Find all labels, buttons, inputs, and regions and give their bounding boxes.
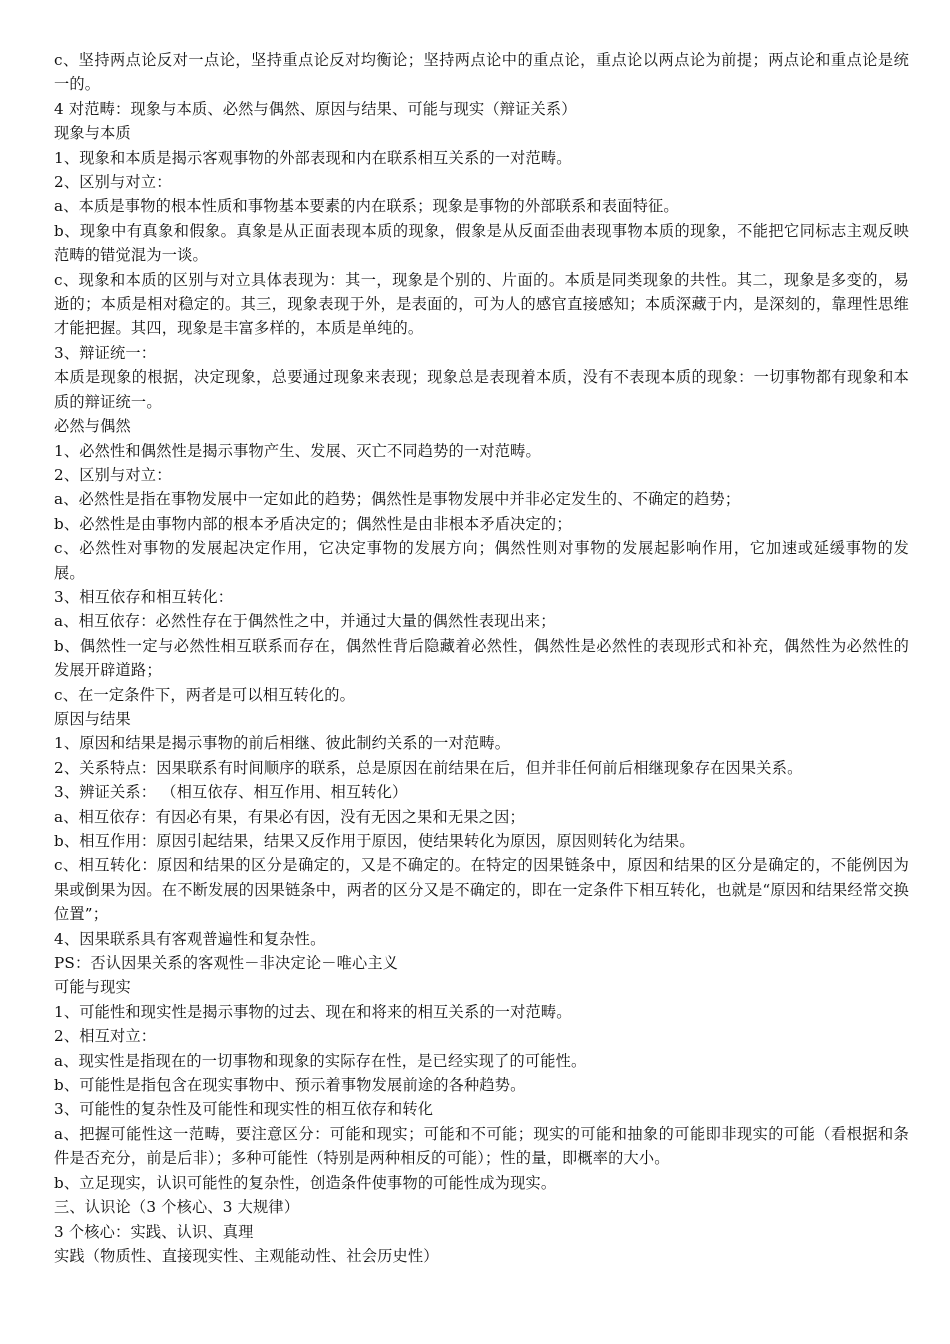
text-line: b、必然性是由事物内部的根本矛盾决定的；偶然性是由非根本矛盾决定的；	[54, 514, 572, 533]
text-line: 4、因果联系具有客观普遍性和复杂性。	[54, 929, 326, 948]
text-line: a、现实性是指现在的一切事物和现象的实际存在性，是已经实现了的可能性。	[54, 1051, 587, 1070]
text-line: c、坚持两点论反对一点论，坚持重点论反对均衡论；坚持两点论中的重点论，重点论以两点论为前提；两点论和重点论是统一的。	[54, 51, 909, 94]
text-line: b、可能性是指包含在现实事物中、预示着事物发展前途的各种趋势。	[54, 1076, 526, 1095]
text-line: b、立足现实，认识可能性的复杂性，创造条件使事物的可能性成为现实。	[54, 1173, 557, 1192]
text-line: 1、现象和本质是揭示客观事物的外部表现和内在联系相互关系的一对范畴。	[54, 148, 572, 167]
text-line: a、相互依存：必然性存在于偶然性之中，并通过大量的偶然性表现出来；	[54, 612, 556, 631]
text-line: b、现象中有真象和假象。真象是从正面表现本质的现象，假象是从反面歪曲表现事物本质的现象，不能把它同标志主观反映范畴的错觉混为一谈。	[54, 221, 909, 265]
text-line: 1、原因和结果是揭示事物的前后相继、彼此制约关系的一对范畴。	[54, 734, 511, 753]
text-line: 3、辩证统一：	[54, 343, 157, 362]
text-line: 2、区别与对立：	[54, 465, 172, 484]
text-line: c、必然性对事物的发展起决定作用，它决定事物的发展方向；偶然性则对事物的发展起影响作用，它加速或延缓事物的发展。	[54, 539, 909, 582]
subsection-heading: 现象与本质	[54, 124, 131, 143]
text-line: a、本质是事物的根本性质和事物基本要素的内在联系；现象是事物的外部联系和表面特征。	[54, 197, 679, 216]
text-line: 2、关系特点：因果联系有时间顺序的联系，总是原因在前结果在后，但并非任何前后相继现象存在因果关系。	[54, 758, 803, 777]
text-line: 2、区别与对立：	[54, 173, 172, 192]
section-heading-epistemology: 三、认识论（3 个核心、3 大规律）	[54, 1198, 300, 1217]
subsection-heading: 原因与结果	[54, 709, 131, 728]
text-line: c、在一定条件下，两者是可以相互转化的。	[54, 685, 356, 704]
subsection-heading: 可能与现实	[54, 978, 131, 997]
text-line: b、相互作用：原因引起结果，结果又反作用于原因，使结果转化为原因，原因则转化为结果。	[54, 832, 695, 850]
text-line: 3 个核心：实践、认识、真理	[54, 1222, 254, 1241]
text-line: c、相互转化：原因和结果的区分是确定的，又是不确定的。在特定的因果链条中，原因和结果的区分是确定的，不能例因为果或倒果为因。在不断发展的因果链条中，两者的区分又是不确定的，即在一定条件下相互转化，也就是“原因和结果经常交换位置”；	[54, 856, 909, 924]
text-line: a、相互依存：有因必有果，有果必有因，没有无因之果和无果之因；	[54, 807, 525, 826]
text-line: 3、辨证关系： （相互依存、相互作用、相互转化）	[54, 783, 408, 802]
section-heading-four-categories: 4 对范畴：现象与本质、必然与偶然、原因与结果、可能与现实（辩证关系）	[54, 99, 577, 118]
text-line: 1、必然性和偶然性是揭示事物产生、发展、灭亡不同趋势的一对范畴。	[54, 441, 541, 460]
document-body	[54, 48, 909, 1268]
text-line: 3、可能性的复杂性及可能性和现实性的相互依存和转化	[54, 1100, 434, 1119]
text-line: a、必然性是指在事物发展中一定如此的趋势；偶然性是事物发展中并非必定发生的、不确定的趋势；	[54, 490, 741, 509]
subsection-heading: 必然与偶然	[54, 417, 131, 436]
text-line: 1、可能性和现实性是揭示事物的过去、现在和将来的相互关系的一对范畴。	[54, 1002, 572, 1021]
text-line: 2、相互对立：	[54, 1027, 157, 1046]
subsection-heading: 实践（物质性、直接现实性、主观能动性、社会历史性）	[54, 1246, 439, 1265]
text-line: c、现象和本质的区别与对立具体表现为：其一，现象是个别的、片面的。本质是同类现象的共性。其二，现象是多变的，易逝的；本质是相对稳定的。其三，现象表现于外，是表面的，可为人的感官直接感知；本质深藏于内，是深刻的，靠理性思维才能把握。其四，现象是丰富多样的，本质是单纯的。	[54, 270, 909, 338]
text-line: 本质是现象的根据，决定现象，总要通过现象来表现；现象总是表现着本质，没有不表现本质的现象：一切事物都有现象和本质的辩证统一。	[54, 368, 909, 411]
text-line: b、偶然性一定与必然性相互联系而存在，偶然性背后隐藏着必然性，偶然性是必然性的表现形式和补充，偶然性为必然性的发展开辟道路；	[54, 636, 909, 680]
text-line: PS：否认因果关系的客观性－非决定论－唯心主义	[54, 954, 399, 973]
text-line: 3、相互依存和相互转化：	[54, 587, 234, 606]
text-line: a、把握可能性这一范畴，要注意区分：可能和现实；可能和不可能；现实的可能和抽象的可能即非现实的可能（看根据和条件是否充分，前是后非）；多种可能性（特别是两种相反的可能）；性的量，即概率的大小。	[54, 1124, 909, 1168]
